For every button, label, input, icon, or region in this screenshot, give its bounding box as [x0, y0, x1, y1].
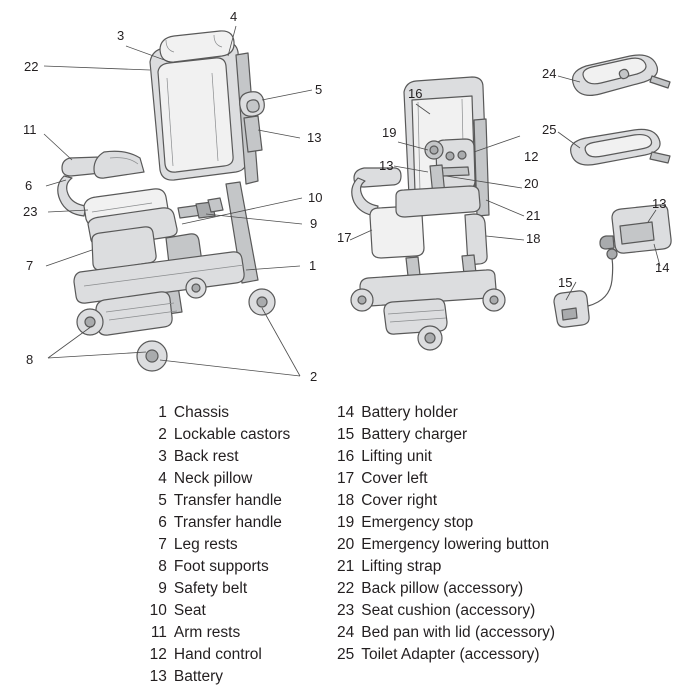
legend-item-number: 23 [336, 602, 355, 619]
castor [249, 289, 275, 315]
legend-item-label: Back rest [173, 448, 239, 465]
legend-item-number: 6 [158, 514, 167, 531]
legend-item-number: 9 [158, 580, 167, 597]
legend-item [145, 534, 290, 556]
legend-item-number: 1 [158, 404, 167, 421]
callout-5: 5 [315, 82, 323, 97]
legend-item-number: 24 [336, 624, 355, 641]
legend-item-label: Cover left [361, 470, 428, 487]
legend-item-label: Toilet Adapter (accessory) [361, 646, 540, 663]
legend-item [332, 622, 555, 644]
callout-2: 2 [310, 369, 318, 384]
callout-17: 17 [337, 230, 352, 245]
castor [137, 341, 167, 371]
castor [483, 289, 505, 311]
legend-item-label: Lifting strap [361, 558, 442, 575]
legend-item-label: Lifting unit [361, 448, 432, 465]
legend-item [332, 534, 555, 556]
callout-19: 19 [382, 125, 397, 140]
legend-item-label: Seat cushion (accessory) [361, 602, 536, 619]
legend-item-label: Emergency stop [361, 514, 474, 531]
castor [418, 326, 442, 350]
parts-legend [0, 402, 700, 700]
toilet-adapter-part [571, 129, 670, 165]
bed-pan-part [573, 55, 671, 95]
callout-18: 18 [526, 231, 541, 246]
legend-item-label: Battery holder [361, 404, 458, 421]
callout-8: 8 [26, 352, 34, 367]
legend-item [332, 468, 555, 490]
legend-item-label: Chassis [173, 404, 230, 421]
legend-item-label: Neck pillow [173, 470, 253, 487]
legend-item-number: 18 [336, 492, 355, 509]
legend-item-label: Emergency lowering button [361, 536, 550, 553]
legend-item-number: 20 [336, 536, 355, 553]
legend-item-number: 10 [149, 602, 167, 619]
legend-column-right [332, 402, 555, 700]
legend-item-number: 15 [336, 426, 355, 443]
callout-10: 10 [308, 190, 323, 205]
legend-item-label: Back pillow (accessory) [361, 580, 524, 597]
legend-item-label: Foot supports [173, 558, 269, 575]
callout-20: 20 [524, 176, 539, 191]
legend-item [332, 402, 555, 424]
legend-item [332, 490, 555, 512]
legend-item [145, 600, 290, 622]
callout-1: 1 [309, 258, 317, 273]
callout-7: 7 [26, 258, 34, 273]
legend-item [332, 424, 555, 446]
legend-item [332, 644, 555, 666]
callout-25: 25 [542, 122, 557, 137]
callout-13-right: 13 [652, 196, 667, 211]
legend-item-number: 13 [149, 668, 167, 685]
legend-item [332, 512, 555, 534]
legend-item-label: Bed pan with lid (accessory) [361, 624, 556, 641]
callout-6: 6 [25, 178, 33, 193]
legend-item-number: 11 [150, 624, 167, 641]
legend-item-label: Hand control [173, 646, 262, 663]
legend-item-number: 5 [158, 492, 167, 509]
legend-item [145, 578, 290, 600]
callout-21: 21 [526, 208, 541, 223]
callout-4: 4 [230, 9, 238, 24]
legend-item-number: 3 [158, 448, 167, 465]
legend-item-number: 21 [336, 558, 355, 575]
callout-16: 16 [408, 86, 423, 101]
castor [351, 289, 373, 311]
callout-3: 3 [117, 28, 125, 43]
legend-item-number: 7 [158, 536, 167, 553]
legend-item-number: 12 [149, 646, 167, 663]
callout-9: 9 [310, 216, 318, 231]
legend-item-label: Lockable castors [173, 426, 291, 443]
legend-item [145, 424, 290, 446]
legend-item [145, 490, 290, 512]
callout-12: 12 [524, 149, 539, 164]
castor [186, 278, 206, 298]
callout-24: 24 [542, 66, 557, 81]
legend-item [145, 666, 290, 688]
legend-item-number: 2 [158, 426, 167, 443]
legend-item-label: Battery [173, 668, 224, 685]
legend-item-number: 14 [336, 404, 355, 421]
legend-item-number: 22 [336, 580, 355, 597]
legend-item-label: Transfer handle [173, 514, 282, 531]
legend-item [332, 600, 555, 622]
legend-item-number: 17 [336, 470, 355, 487]
legend-item [332, 446, 555, 468]
legend-item-number: 25 [336, 646, 355, 663]
callout-15: 15 [558, 275, 573, 290]
chair-middle-assembly [351, 77, 505, 350]
legend-item [145, 556, 290, 578]
legend-item-label: Leg rests [173, 536, 238, 553]
legend-item [145, 468, 290, 490]
legend-item-number: 16 [336, 448, 355, 465]
callout-14: 14 [655, 260, 670, 275]
castor [77, 309, 103, 335]
legend-item-label: Battery charger [361, 426, 468, 443]
chair-left-assembly [58, 31, 275, 371]
legend-item-number: 4 [158, 470, 167, 487]
legend-item [145, 402, 290, 424]
callout-22: 22 [24, 59, 39, 74]
legend-column-left [145, 402, 290, 700]
callout-11: 11 [23, 122, 37, 137]
legend-item-label: Seat [173, 602, 206, 619]
legend-item [145, 644, 290, 666]
legend-item [332, 556, 555, 578]
legend-item-label: Arm rests [173, 624, 241, 641]
legend-item [145, 622, 290, 644]
legend-item [332, 578, 555, 600]
legend-item-label: Transfer handle [173, 492, 282, 509]
callout-13-mid: 13 [379, 158, 394, 173]
legend-item-number: 19 [336, 514, 355, 531]
legend-item-label: Safety belt [173, 580, 248, 597]
legend-item [145, 512, 290, 534]
callout-23: 23 [23, 204, 38, 219]
legend-item-label: Cover right [361, 492, 438, 509]
legend-item-number: 8 [158, 558, 167, 575]
callout-13-left: 13 [307, 130, 322, 145]
legend-item [145, 446, 290, 468]
battery-holder-part [600, 205, 671, 253]
